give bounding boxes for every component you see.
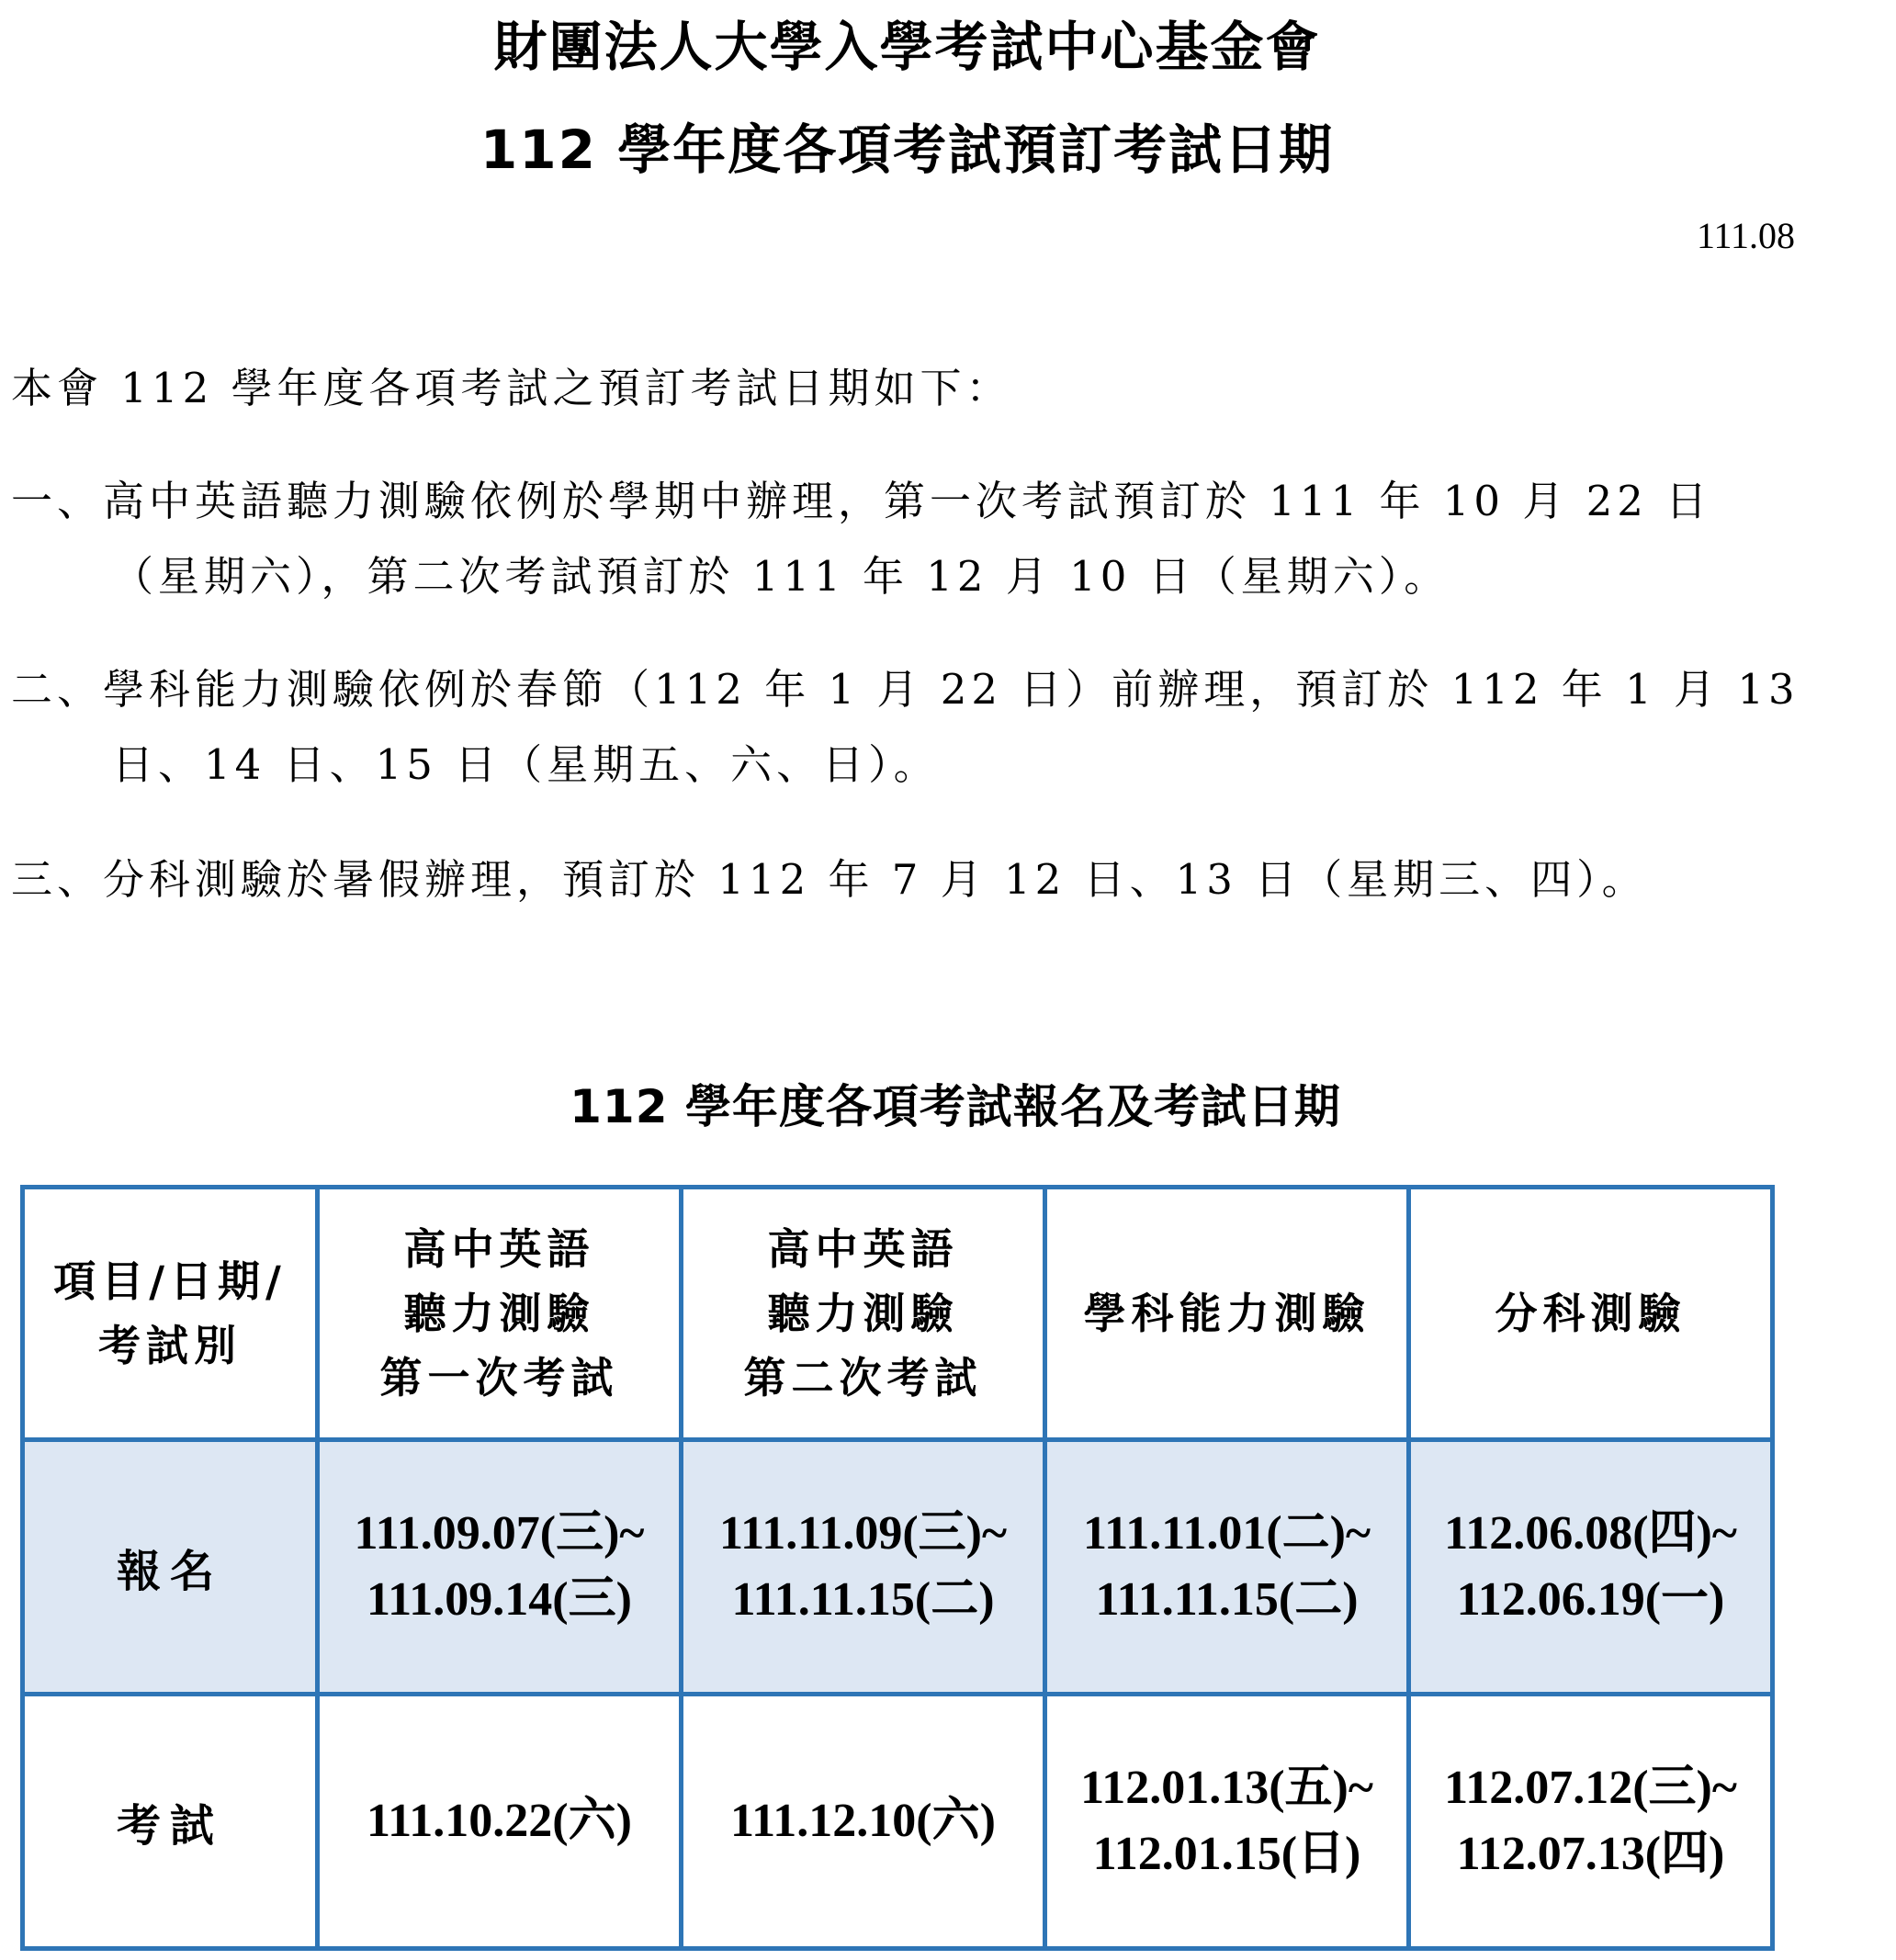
header-line: 第二次考試 xyxy=(743,1353,983,1402)
header-cell-listening-1 xyxy=(318,1188,682,1440)
list-item-english-listening xyxy=(11,464,1802,614)
intro-paragraph: 本會 112 學年度各項考試之預訂考試日期如下： xyxy=(11,364,1012,412)
date-line: 112.01.15(日) xyxy=(1092,1828,1361,1880)
date-line: 112.06.08(四)~ xyxy=(1444,1507,1737,1560)
list-item-subject-test xyxy=(11,842,1802,918)
list-item-line: 一、高中英語聽力測驗依例於學期中辦理，第一次考試預訂於 111 年 10 月 22 日 xyxy=(11,477,1712,525)
date-cell xyxy=(1409,1695,1773,1949)
issue-date: 111.08 xyxy=(1696,215,1795,256)
date-line: 111.09.14(三) xyxy=(367,1573,632,1626)
table-header-row xyxy=(23,1188,1773,1440)
list-item-gsat xyxy=(11,652,1802,803)
header-line: 聽力測驗 xyxy=(403,1289,595,1338)
date-line: 111.10.22(六) xyxy=(367,1795,632,1847)
table-row-exam xyxy=(23,1695,1773,1949)
date-cell xyxy=(1045,1695,1409,1949)
header-cell-category xyxy=(23,1188,318,1440)
header-cell-subject-test xyxy=(1409,1188,1773,1440)
date-line: 111.12.10(六) xyxy=(730,1795,996,1847)
list-item-line: 二、學科能力測驗依例於春節（112 年 1 月 22 日）前辦理，預訂於 112 年 1 月 13 xyxy=(11,665,1800,714)
header-line: 第一次考試 xyxy=(379,1353,619,1402)
row-label: 報名 xyxy=(23,1440,318,1695)
list-item-line: （星期六），第二次考試預訂於 111 年 12 月 10 日（星期六）。 xyxy=(112,552,1450,601)
date-line: 112.07.13(四) xyxy=(1456,1828,1725,1880)
date-cell xyxy=(318,1440,682,1695)
date-cell xyxy=(682,1695,1045,1949)
date-cell xyxy=(318,1695,682,1949)
date-line: 112.07.12(三)~ xyxy=(1444,1762,1737,1814)
date-cell xyxy=(1409,1440,1773,1695)
date-line: 111.11.15(二) xyxy=(731,1573,995,1626)
document-title: 財團法人大學入學考試中心基金會 xyxy=(493,16,1321,78)
date-line: 112.01.13(五)~ xyxy=(1080,1762,1373,1814)
header-cell-gsat xyxy=(1045,1188,1409,1440)
date-line: 112.06.19(一) xyxy=(1456,1573,1725,1626)
header-line: 聽力測驗 xyxy=(767,1289,959,1338)
date-line: 111.11.15(二) xyxy=(1095,1573,1359,1626)
table-title: 112 學年度各項考試報名及考試日期 xyxy=(570,1080,1341,1133)
header-line: 項目/日期/ xyxy=(53,1256,287,1306)
schedule-table xyxy=(20,1185,1775,1951)
date-line: 111.09.07(三)~ xyxy=(354,1507,645,1560)
row-label: 考試 xyxy=(23,1695,318,1949)
list-item-line: 三、分科測驗於暑假辦理，預訂於 112 年 7 月 12 日、13 日（星期三、四）。 xyxy=(11,855,1648,904)
date-cell xyxy=(682,1440,1045,1695)
header-line: 高中英語 xyxy=(403,1224,595,1274)
list-item-line: 日、14 日、15 日（星期五、六、日）。 xyxy=(112,740,940,789)
header-cell-listening-2 xyxy=(682,1188,1045,1440)
table-row-registration xyxy=(23,1440,1773,1695)
header-line: 考試別 xyxy=(98,1321,242,1370)
header-line: 分科測驗 xyxy=(1495,1289,1687,1338)
header-line: 學科能力測驗 xyxy=(1083,1289,1371,1338)
header-line: 高中英語 xyxy=(767,1224,959,1274)
document-subtitle: 112 學年度各項考試預訂考試日期 xyxy=(480,118,1335,181)
date-cell xyxy=(1045,1440,1409,1695)
date-line: 111.11.09(三)~ xyxy=(718,1507,1008,1560)
date-line: 111.11.01(二)~ xyxy=(1082,1507,1371,1560)
